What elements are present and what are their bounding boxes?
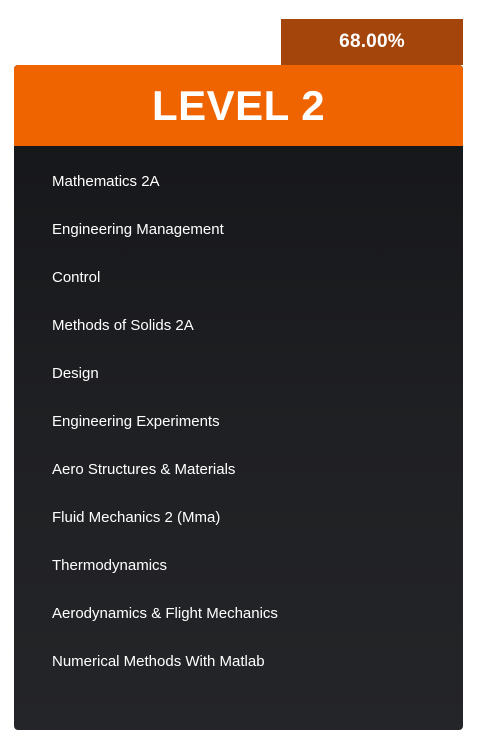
module-item: Fluid Mechanics 2 (Mma): [52, 509, 221, 526]
score-badge: [281, 19, 463, 65]
module-item: Control: [52, 269, 101, 286]
level-card: [14, 65, 463, 730]
module-item: Aero Structures & Materials: [52, 461, 236, 478]
module-list: [52, 173, 278, 701]
module-item: Methods of Solids 2A: [52, 317, 194, 334]
level-card-wrapper: [14, 19, 463, 730]
card-header: [14, 65, 463, 146]
module-item: Thermodynamics: [52, 557, 168, 574]
module-item: Numerical Methods With Matlab: [52, 653, 265, 670]
module-item: Design: [52, 365, 99, 382]
score-value: 68.00%: [339, 31, 405, 52]
level-title: LEVEL 2: [151, 81, 326, 129]
module-item: Engineering Management: [52, 221, 224, 238]
module-item: Aerodynamics & Flight Mechanics: [52, 605, 278, 622]
module-item: Engineering Experiments: [52, 413, 220, 430]
module-item: Mathematics 2A: [52, 173, 160, 190]
